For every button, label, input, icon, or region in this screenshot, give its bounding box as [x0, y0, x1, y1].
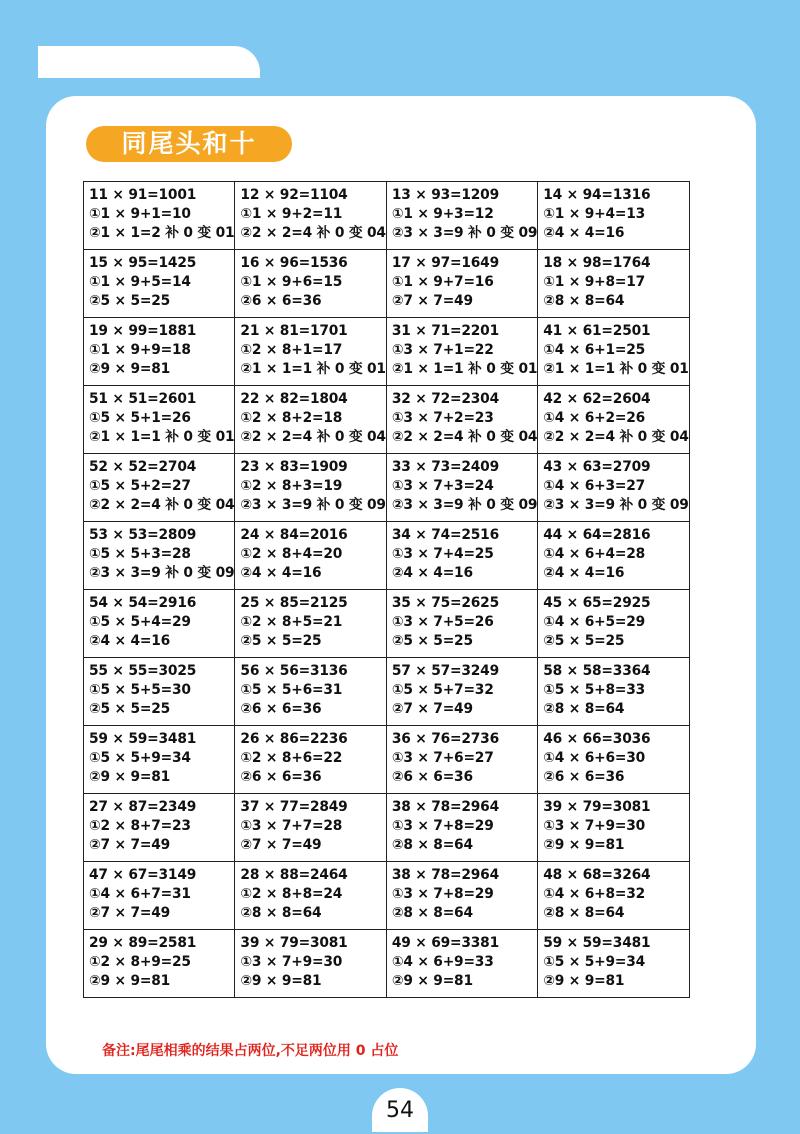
equation: 24 × 84=2016 — [240, 527, 348, 543]
table-cell — [386, 454, 537, 522]
table-cell — [235, 386, 386, 454]
step-one: ①1 × 9+9=18 — [89, 342, 191, 358]
table-row — [84, 862, 690, 930]
step-one: ①2 × 8+3=19 — [240, 478, 343, 494]
step-one: ①4 × 6+7=31 — [89, 886, 191, 902]
table-cell — [235, 930, 386, 998]
equation: 11 × 91=1001 — [89, 187, 197, 203]
step-two: ②4 × 4=16 — [391, 565, 473, 581]
table-cell — [538, 726, 689, 794]
step-one: ①4 × 6+5=29 — [543, 614, 646, 630]
equation: 59 × 59=3481 — [543, 935, 651, 951]
step-one: ①4 × 6+1=25 — [543, 342, 646, 358]
table-row — [84, 726, 690, 794]
step-two: ②1 × 1=1 补 0 变 01 — [89, 429, 235, 445]
equation: 49 × 69=3381 — [391, 935, 499, 951]
step-one: ①1 × 9+6=15 — [240, 274, 343, 290]
step-one: ①2 × 8+8=24 — [240, 886, 343, 902]
table-cell — [386, 250, 537, 318]
step-one: ①4 × 6+4=28 — [543, 546, 646, 562]
step-two: ②5 × 5=25 — [543, 633, 625, 649]
step-two: ②8 × 8=64 — [543, 905, 625, 921]
table-cell — [538, 454, 689, 522]
step-two: ②8 × 8=64 — [543, 293, 625, 309]
equation: 56 × 56=3136 — [240, 663, 348, 679]
section-title: 同尾头和十 — [86, 126, 292, 162]
footnote: 备注:尾尾相乘的结果占两位,不足两位用 0 占位 — [102, 1043, 399, 1059]
table-cell — [235, 250, 386, 318]
step-one: ①1 × 9+1=10 — [89, 206, 191, 222]
step-one: ①2 × 8+4=20 — [240, 546, 343, 562]
step-two: ②9 × 9=81 — [543, 837, 625, 853]
table-row — [84, 454, 690, 522]
step-one: ①4 × 6+2=26 — [543, 410, 646, 426]
step-two: ②4 × 4=16 — [240, 565, 322, 581]
step-two: ②6 × 6=36 — [240, 701, 322, 717]
step-two: ②6 × 6=36 — [240, 293, 322, 309]
equation: 47 × 67=3149 — [89, 867, 197, 883]
step-two: ②7 × 7=49 — [89, 905, 171, 921]
table-cell — [538, 182, 689, 250]
table-cell — [84, 590, 235, 658]
table-row — [84, 930, 690, 998]
header-tab-decoration — [38, 46, 260, 78]
equation: 26 × 86=2236 — [240, 731, 348, 747]
table-row — [84, 590, 690, 658]
step-one: ①4 × 6+8=32 — [543, 886, 646, 902]
step-two: ②8 × 8=64 — [391, 837, 473, 853]
equation: 13 × 93=1209 — [391, 187, 499, 203]
step-one: ①3 × 7+9=30 — [543, 818, 646, 834]
table-cell — [235, 658, 386, 726]
step-one: ①3 × 7+2=23 — [391, 410, 494, 426]
step-one: ①3 × 7+6=27 — [391, 750, 494, 766]
table-row — [84, 386, 690, 454]
table-cell — [84, 862, 235, 930]
step-two: ②2 × 2=4 补 0 变 04 — [89, 497, 235, 513]
table-cell — [386, 794, 537, 862]
table-cell — [538, 658, 689, 726]
equation: 43 × 63=2709 — [543, 459, 651, 475]
equation: 32 × 72=2304 — [391, 391, 499, 407]
step-two: ②1 × 1=1 补 0 变 01 — [391, 361, 538, 377]
step-one: ①1 × 9+7=16 — [391, 274, 494, 290]
step-two: ②3 × 3=9 补 0 变 09 — [391, 225, 538, 241]
step-two: ②9 × 9=81 — [240, 973, 322, 989]
table-cell — [538, 386, 689, 454]
equation: 57 × 57=3249 — [391, 663, 499, 679]
equation: 14 × 94=1316 — [543, 187, 651, 203]
step-two: ②4 × 4=16 — [543, 225, 625, 241]
page-number: 54 — [372, 1088, 428, 1132]
step-two: ②5 × 5=25 — [240, 633, 322, 649]
table-cell — [235, 454, 386, 522]
step-two: ②1 × 1=1 补 0 变 01 — [543, 361, 689, 377]
step-one: ①5 × 5+9=34 — [89, 750, 191, 766]
table-cell — [84, 454, 235, 522]
equation: 33 × 73=2409 — [391, 459, 499, 475]
equation: 22 × 82=1804 — [240, 391, 348, 407]
step-one: ①3 × 7+9=30 — [240, 954, 343, 970]
step-one: ①1 × 9+3=12 — [391, 206, 494, 222]
step-one: ①1 × 9+2=11 — [240, 206, 343, 222]
equation: 15 × 95=1425 — [89, 255, 197, 271]
table-cell — [235, 318, 386, 386]
step-two: ②7 × 7=49 — [240, 837, 322, 853]
table-row — [84, 658, 690, 726]
step-one: ①1 × 9+8=17 — [543, 274, 646, 290]
table-cell — [386, 930, 537, 998]
step-two: ②4 × 4=16 — [89, 633, 171, 649]
multiplication-table — [83, 181, 690, 998]
equation: 39 × 79=3081 — [543, 799, 651, 815]
step-two: ②6 × 6=36 — [391, 769, 473, 785]
step-one: ①4 × 6+3=27 — [543, 478, 646, 494]
equation: 58 × 58=3364 — [543, 663, 651, 679]
table-cell — [84, 930, 235, 998]
step-two: ②7 × 7=49 — [391, 293, 473, 309]
step-two: ②2 × 2=4 补 0 变 04 — [240, 225, 386, 241]
equation: 55 × 55=3025 — [89, 663, 197, 679]
table-cell — [386, 862, 537, 930]
table-cell — [84, 658, 235, 726]
equation: 52 × 52=2704 — [89, 459, 197, 475]
equation: 19 × 99=1881 — [89, 323, 197, 339]
step-two: ②3 × 3=9 补 0 变 09 — [391, 497, 538, 513]
equation: 38 × 78=2964 — [391, 867, 499, 883]
equation: 44 × 64=2816 — [543, 527, 651, 543]
equation: 34 × 74=2516 — [391, 527, 499, 543]
table-cell — [84, 726, 235, 794]
equation: 27 × 87=2349 — [89, 799, 197, 815]
equation: 48 × 68=3264 — [543, 867, 651, 883]
table-cell — [386, 386, 537, 454]
step-one: ①3 × 7+1=22 — [391, 342, 494, 358]
equation: 12 × 92=1104 — [240, 187, 348, 203]
step-two: ②2 × 2=4 补 0 变 04 — [543, 429, 689, 445]
step-two: ②2 × 2=4 补 0 变 04 — [391, 429, 538, 445]
table-cell — [84, 318, 235, 386]
step-two: ②5 × 5=25 — [89, 293, 171, 309]
table-cell — [386, 182, 537, 250]
equation: 42 × 62=2604 — [543, 391, 651, 407]
equation: 28 × 88=2464 — [240, 867, 348, 883]
step-one: ①5 × 5+7=32 — [391, 682, 494, 698]
step-one: ①5 × 5+3=28 — [89, 546, 191, 562]
table-cell — [386, 590, 537, 658]
table-cell — [235, 522, 386, 590]
equation: 51 × 51=2601 — [89, 391, 197, 407]
step-two: ②8 × 8=64 — [391, 905, 473, 921]
step-one: ①5 × 5+6=31 — [240, 682, 343, 698]
step-one: ①3 × 7+8=29 — [391, 818, 494, 834]
table-cell — [386, 318, 537, 386]
table-row — [84, 250, 690, 318]
table-cell — [84, 386, 235, 454]
table-cell — [386, 522, 537, 590]
equation: 18 × 98=1764 — [543, 255, 651, 271]
step-one: ①3 × 7+3=24 — [391, 478, 494, 494]
step-two: ②8 × 8=64 — [240, 905, 322, 921]
equation: 46 × 66=3036 — [543, 731, 651, 747]
table-cell — [235, 590, 386, 658]
equation: 38 × 78=2964 — [391, 799, 499, 815]
step-two: ②6 × 6=36 — [543, 769, 625, 785]
step-two: ②9 × 9=81 — [391, 973, 473, 989]
table-cell — [538, 250, 689, 318]
step-two: ②2 × 2=4 补 0 变 04 — [240, 429, 386, 445]
step-one: ①5 × 5+5=30 — [89, 682, 191, 698]
step-two: ②7 × 7=49 — [391, 701, 473, 717]
table-cell — [386, 658, 537, 726]
table-cell — [84, 182, 235, 250]
equation: 36 × 76=2736 — [391, 731, 499, 747]
step-two: ②5 × 5=25 — [391, 633, 473, 649]
step-one: ①2 × 8+7=23 — [89, 818, 191, 834]
step-two: ②3 × 3=9 补 0 变 09 — [240, 497, 386, 513]
step-one: ①3 × 7+7=28 — [240, 818, 343, 834]
step-one: ①2 × 8+2=18 — [240, 410, 343, 426]
step-two: ②3 × 3=9 补 0 变 09 — [89, 565, 235, 581]
equation: 53 × 53=2809 — [89, 527, 197, 543]
step-two: ②1 × 1=1 补 0 变 01 — [240, 361, 386, 377]
step-two: ②8 × 8=64 — [543, 701, 625, 717]
step-two: ②9 × 9=81 — [543, 973, 625, 989]
equation: 59 × 59=3481 — [89, 731, 197, 747]
table-row — [84, 182, 690, 250]
table-cell — [84, 522, 235, 590]
table-row — [84, 318, 690, 386]
step-two: ②1 × 1=2 补 0 变 01 — [89, 225, 235, 241]
equation: 23 × 83=1909 — [240, 459, 348, 475]
equation: 35 × 75=2625 — [391, 595, 499, 611]
table-cell — [538, 318, 689, 386]
equation: 39 × 79=3081 — [240, 935, 348, 951]
step-one: ①2 × 8+5=21 — [240, 614, 343, 630]
equation: 45 × 65=2925 — [543, 595, 651, 611]
table-cell — [235, 794, 386, 862]
table-cell — [84, 250, 235, 318]
equation: 37 × 77=2849 — [240, 799, 348, 815]
equation: 16 × 96=1536 — [240, 255, 348, 271]
equation: 29 × 89=2581 — [89, 935, 197, 951]
step-one: ①5 × 5+4=29 — [89, 614, 191, 630]
step-one: ①5 × 5+8=33 — [543, 682, 646, 698]
step-two: ②4 × 4=16 — [543, 565, 625, 581]
table-row — [84, 522, 690, 590]
step-two: ②6 × 6=36 — [240, 769, 322, 785]
step-two: ②5 × 5=25 — [89, 701, 171, 717]
step-two: ②3 × 3=9 补 0 变 09 — [543, 497, 689, 513]
equation: 25 × 85=2125 — [240, 595, 348, 611]
step-one: ①3 × 7+5=26 — [391, 614, 494, 630]
step-one: ①5 × 5+1=26 — [89, 410, 191, 426]
step-one: ①5 × 5+2=27 — [89, 478, 191, 494]
table-cell — [235, 726, 386, 794]
step-one: ①4 × 6+6=30 — [543, 750, 646, 766]
step-two: ②7 × 7=49 — [89, 837, 171, 853]
step-two: ②9 × 9=81 — [89, 361, 171, 377]
table-cell — [386, 726, 537, 794]
step-one: ①4 × 6+9=33 — [391, 954, 494, 970]
equation: 41 × 61=2501 — [543, 323, 651, 339]
table-cell — [538, 794, 689, 862]
step-one: ①2 × 8+9=25 — [89, 954, 191, 970]
step-two: ②9 × 9=81 — [89, 769, 171, 785]
step-one: ①1 × 9+4=13 — [543, 206, 646, 222]
equation: 31 × 71=2201 — [391, 323, 499, 339]
step-one: ①2 × 8+6=22 — [240, 750, 343, 766]
table-cell — [538, 930, 689, 998]
step-one: ①1 × 9+5=14 — [89, 274, 191, 290]
step-one: ①3 × 7+4=25 — [391, 546, 494, 562]
step-one: ①5 × 5+9=34 — [543, 954, 646, 970]
step-two: ②9 × 9=81 — [89, 973, 171, 989]
table-cell — [235, 862, 386, 930]
table-row — [84, 794, 690, 862]
table-cell — [84, 794, 235, 862]
step-one: ①2 × 8+1=17 — [240, 342, 343, 358]
equation: 21 × 81=1701 — [240, 323, 348, 339]
equation: 17 × 97=1649 — [391, 255, 499, 271]
table-cell — [538, 522, 689, 590]
table-cell — [538, 862, 689, 930]
step-one: ①3 × 7+8=29 — [391, 886, 494, 902]
table-cell — [235, 182, 386, 250]
table-cell — [538, 590, 689, 658]
equation: 54 × 54=2916 — [89, 595, 197, 611]
